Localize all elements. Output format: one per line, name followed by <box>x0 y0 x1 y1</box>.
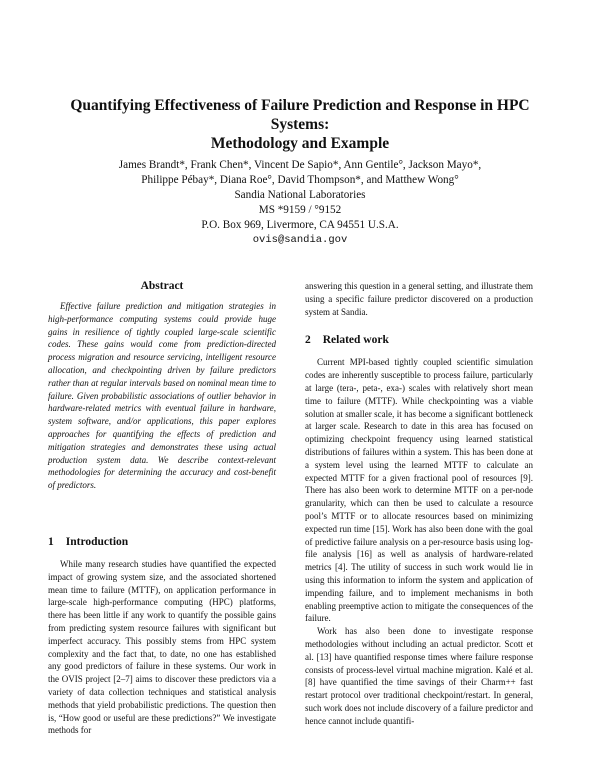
paper-title-line1: Quantifying Effectiveness of Failure Prediction and Response in HPC Systems: <box>70 97 530 133</box>
right-column <box>305 280 533 728</box>
abstract-heading: Abstract <box>140 280 184 292</box>
abstract-text: Effective failure prediction and mitigation strategies in high-performance computing systems could provide huge gains in resilience of tightly coupled large-scale scientific codes. These gains would come from prediction-directed process migration and resource servicing, intelligent resource allocation, and checkpointing driven by failure predictors rather than at regular intervals based on nominal mean time to failure. Given probabilistic associations of outlier behavior in hardware-related metrics with eventual failure in hardware, system software, and/or applications, this paper explores approaches for quantifying the effects of prediction and mitigation strategies and demonstrates these using actual production system data. We describe context-relevant methodologies for determining the accuracy and cost-benefit of predictors. <box>48 301 276 491</box>
related-work-heading <box>305 334 533 346</box>
introduction-heading <box>48 536 276 548</box>
contact-email: ovis@sandia.gov <box>252 234 348 246</box>
left-column <box>48 280 276 737</box>
related-work-paragraph-2: Work has also been done to investigate response methodologies without including an actual predictor. Scott et al. [13] have quantified response times where failure response consists of process-level virtual machine migration. Kalé et al. [8] have quantified the time savings of their Charm++ fast restart protocol over traditional checkpoint/restart. In general, such work does not include discovery of a failure predictor and hence cannot include quantifi- <box>305 626 533 726</box>
introduction-continuation: answering this question in a general setting, and illustrate them using a specific failure predictor discovered on a production system at Sandia. <box>305 281 533 317</box>
authors-line1: James Brandt*, Frank Chen*, Vincent De Sapio*, Ann Gentile°, Jackson Mayo*, <box>118 159 482 171</box>
paper-title-line2: Methodology and Example <box>210 135 390 152</box>
introduction-text: While many research studies have quantified the expected impact of growing system size, and the associated shortened mean time to failure (MTTF), on application performance in large-scale high-performance computing (HPC) platforms, there has been little if any work to quantify the possible gains from predicting system resource failures with significant but imperfect accuracy. This possibly stems from HPC system complexity and the fact that, to date, no one has established any good predictors of failure in these systems. Our work in the OVIS project [2–7] aims to discover these predictors via a variety of data collection techniques and statistical analysis methods that yield probabilistic predictions. The question then is, “How good or useful are these predictions?” We investigate methods for <box>48 558 276 736</box>
related-work-paragraph-1: Current MPI-based tightly coupled scientific simulation codes are inherently susceptible to process failure, particularly at large (tera-, peta-, exa-) scales with relatively short mean time to failure (MTTF). While checkpointing was a viable solution at smaller scale, it has become a significant bottleneck at larger scale. Research to date in this area has focused on optimizing checkpoint frequency using learned statistical distributions of failures within a system. This has been done at a system level using the learned MTTF to calculate an expected MTTF for a given fractional pool of resources [9]. There has also been work to determine MTTF on a per-node granularity, which can then be used to calculate a resource pool’s MTTF or to allocate resources based on minimizing expected run time [15]. Work has also been done with the goal of predictive failure analysis on a per-resource basis using log-file analysis [16] as well as analysis of hardware-related metrics [4]. The utility of success in such work would lie in using this information to inform the system and application of impending failure, and to implement mechanisms in both enabling preemptive action to mitigate the consequences of the failure. <box>305 357 533 624</box>
authors-line2: Philippe Pébay*, Diana Roe°, David Thompson*, and Matthew Wong° <box>141 174 459 186</box>
related-work-number: 2 <box>305 334 311 347</box>
paper-title <box>40 96 560 153</box>
author-block <box>60 158 540 248</box>
related-work-title: Related work <box>322 334 389 347</box>
introduction-title: Introduction <box>65 535 129 548</box>
affiliation: Sandia National Laboratories <box>234 189 366 201</box>
introduction-number: 1 <box>48 535 54 548</box>
postal-address: P.O. Box 969, Livermore, CA 94551 U.S.A. <box>201 219 399 231</box>
mail-stop: MS *9159 / °9152 <box>258 204 342 216</box>
